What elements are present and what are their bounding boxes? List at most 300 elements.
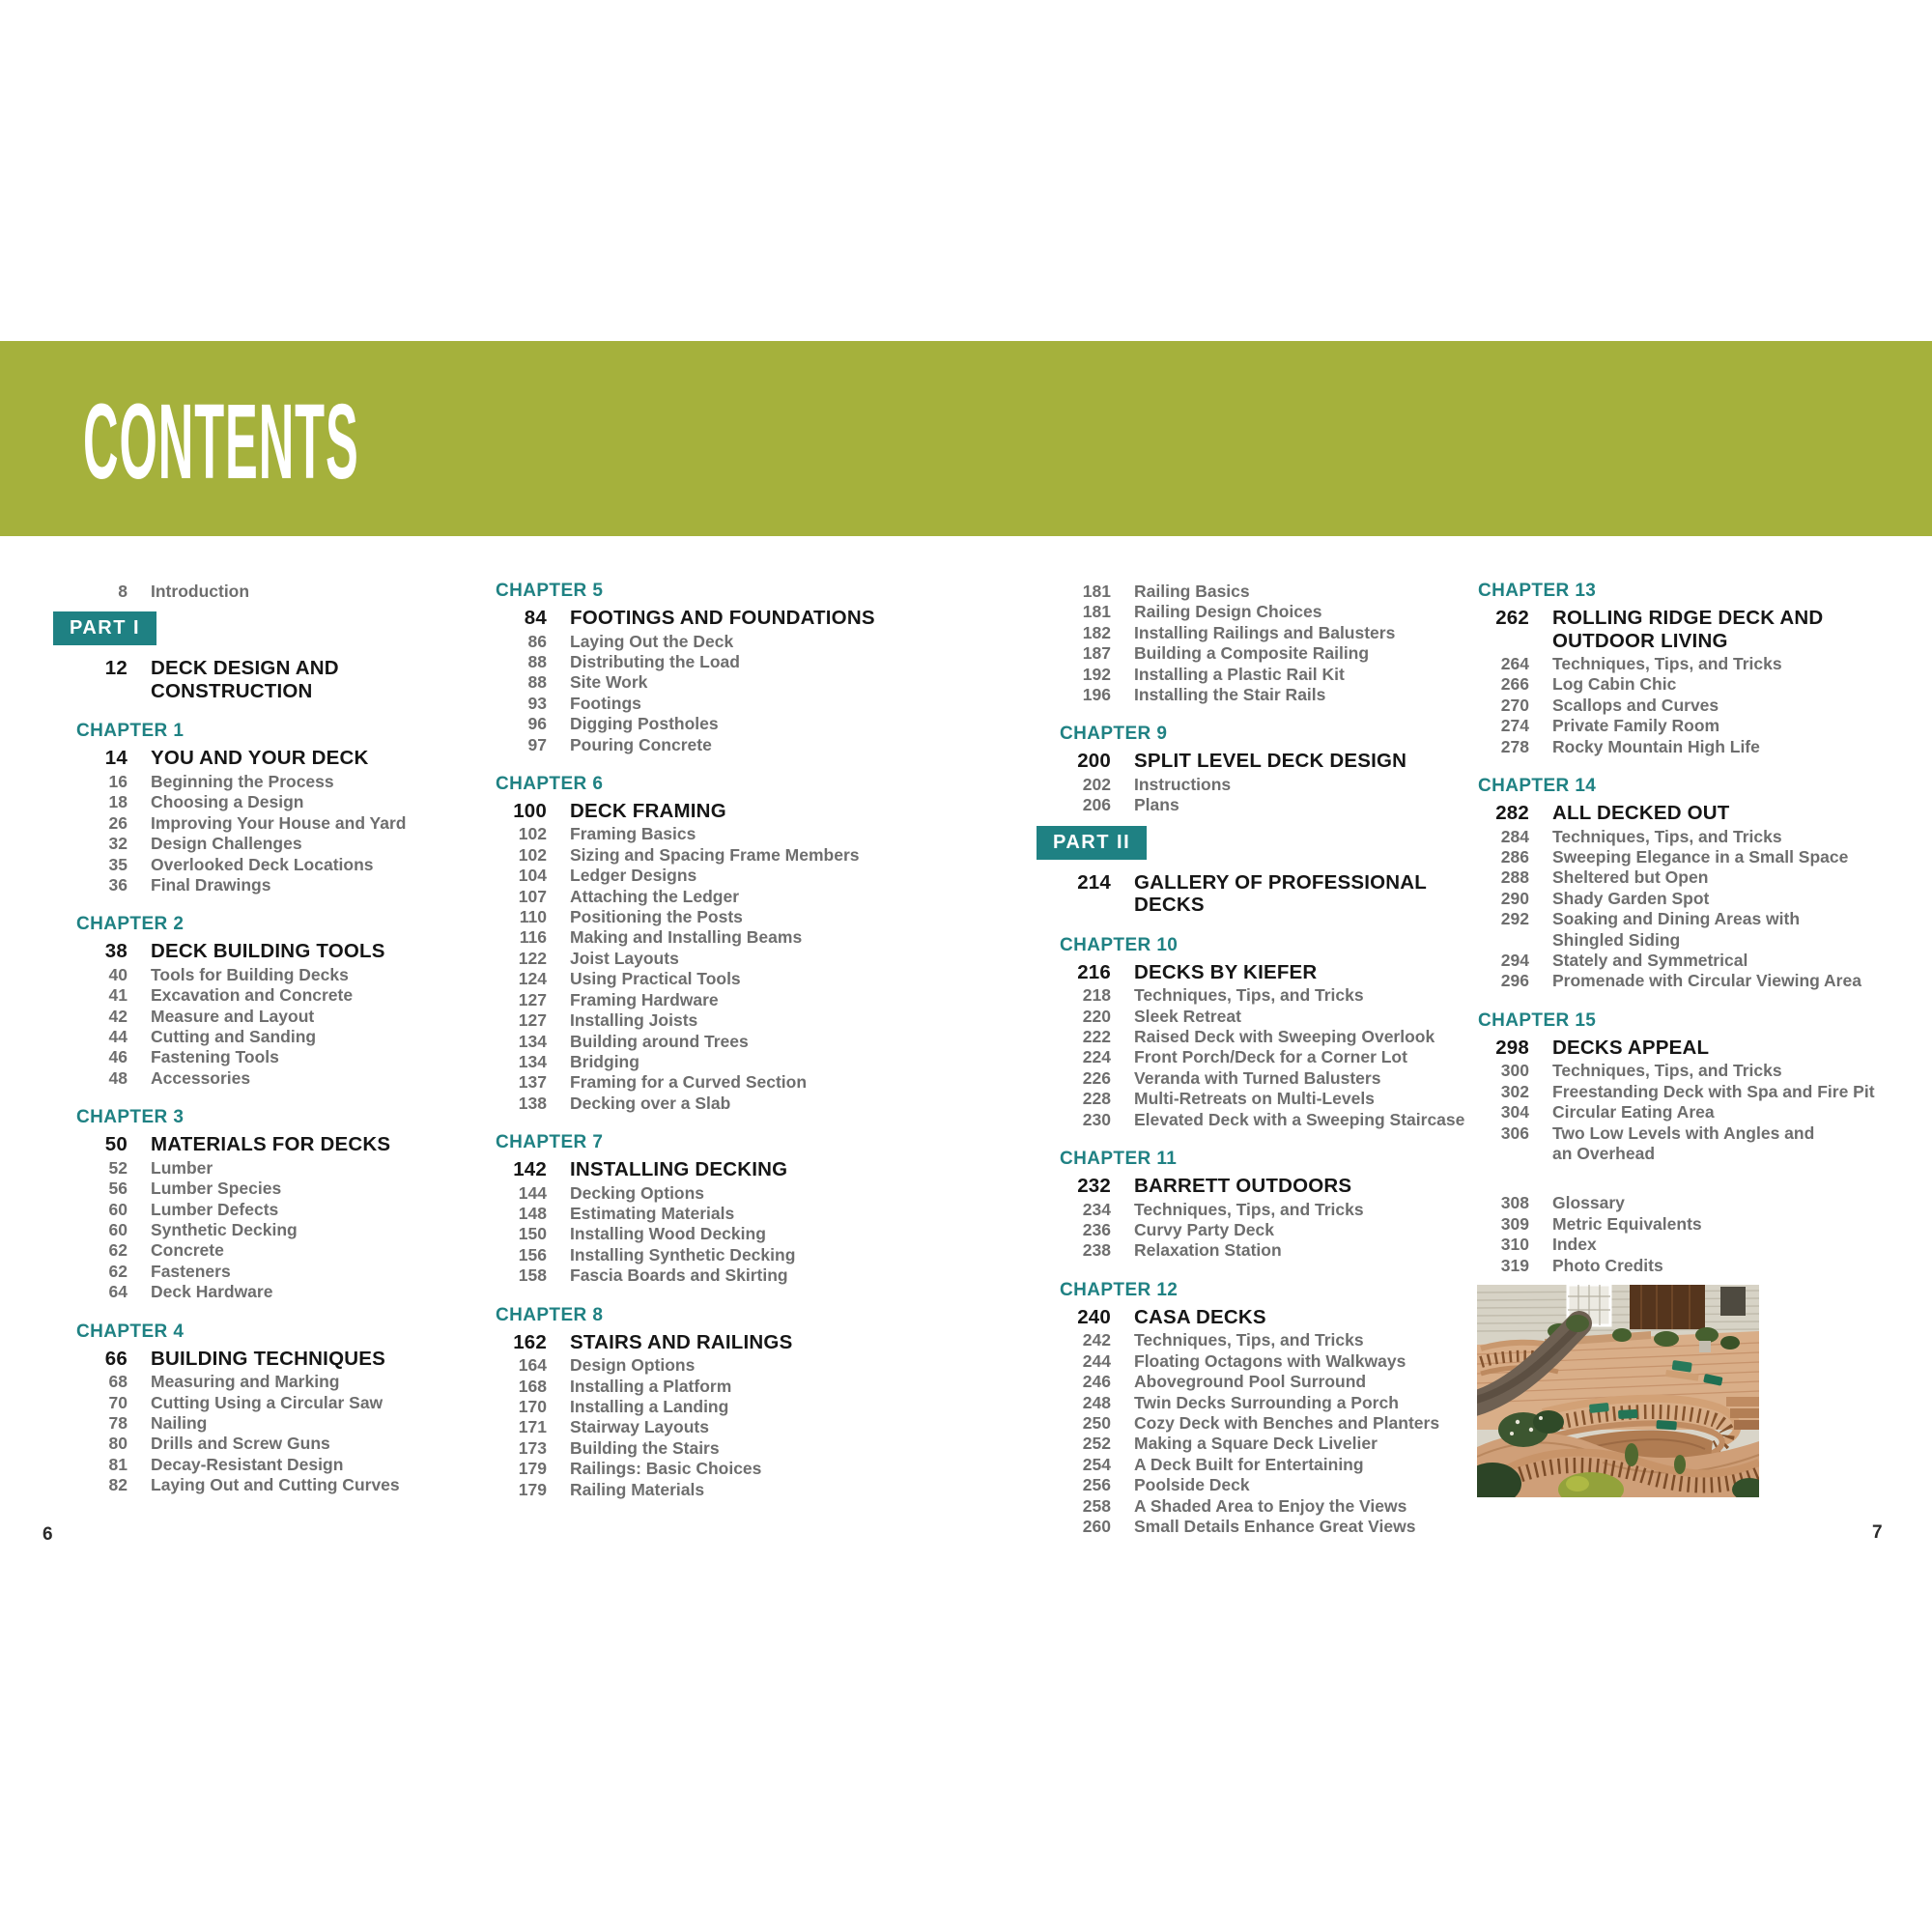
page-number: 264 (1500, 654, 1529, 673)
toc-entry-row (1060, 1089, 1485, 1109)
entry-text: Final Drawings (151, 874, 271, 895)
toc-entry-row (496, 969, 921, 989)
toc-entry-row (496, 652, 921, 672)
toc-entry-row (496, 1204, 921, 1224)
entry-text: Railing Design Choices (1134, 602, 1322, 622)
page-number: 319 (1500, 1255, 1529, 1275)
page-number: 230 (1082, 1109, 1111, 1129)
page-number: 134 (518, 1051, 547, 1071)
toc-entry-row (1060, 665, 1485, 685)
entry-text: DECK BUILDING TOOLS (151, 940, 385, 963)
toc-column-2 (496, 578, 921, 1500)
page-number: 88 (527, 651, 547, 671)
entry-text: Building a Composite Railing (1134, 643, 1370, 664)
page-number: 40 (108, 964, 128, 984)
page-number: 202 (1082, 774, 1111, 794)
toc-entry-row (76, 792, 501, 812)
entry-text: Cutting Using a Circular Saw (151, 1392, 384, 1412)
toc-entry-row (496, 714, 921, 734)
page-number: 282 (1495, 802, 1529, 825)
entry-text: Index (1552, 1235, 1597, 1255)
chapter-title-row (76, 747, 501, 770)
toc-entry-row (1060, 1393, 1485, 1413)
page-number: 278 (1500, 736, 1529, 756)
entry-text: Raised Deck with Sweeping Overlook (1134, 1027, 1435, 1047)
chapter-title-row (496, 800, 921, 823)
chapter-title-row (496, 1158, 921, 1181)
entry-text: FOOTINGS AND FOUNDATIONS (570, 607, 875, 629)
toc-entry-row (1478, 1082, 1903, 1102)
page-number: 84 (524, 607, 547, 629)
entry-text: Footings (570, 693, 641, 713)
page-number: 158 (518, 1265, 547, 1286)
entry-text: Laying Out and Cutting Curves (151, 1475, 400, 1495)
toc-entry-row (1060, 1240, 1485, 1261)
toc-entry-row (496, 1265, 921, 1286)
page-number: 181 (1082, 582, 1111, 601)
chapter-heading: CHAPTER 8 (496, 1304, 604, 1325)
entry-text: Veranda with Turned Balusters (1134, 1067, 1381, 1088)
toc-column-1 (70, 578, 501, 1496)
chapter-heading: CHAPTER 9 (1060, 724, 1168, 745)
page-number: 206 (1082, 795, 1111, 815)
entry-text: ROLLING RIDGE DECK AND OUTDOOR LIVING (1552, 607, 1824, 652)
entry-text: Making a Square Deck Livelier (1134, 1434, 1378, 1454)
entry-text: Drills and Screw Guns (151, 1434, 330, 1454)
entry-text: Small Details Enhance Great Views (1134, 1516, 1416, 1536)
page-number: 240 (1077, 1305, 1111, 1328)
page-number: 64 (108, 1282, 128, 1302)
title-banner (0, 341, 1932, 536)
entry-text: Installing Railings and Balusters (1134, 622, 1396, 642)
page-number: 248 (1082, 1392, 1111, 1412)
toc-entry-row (76, 875, 501, 895)
toc-entry-row (1060, 1068, 1485, 1089)
part-label: PART I (53, 611, 156, 645)
toc-entry-row (76, 1262, 501, 1282)
toc-entry-row (496, 735, 921, 755)
entry-text: Nailing (151, 1412, 208, 1433)
toc-entry-row (1060, 1496, 1485, 1517)
toc-entry-row (76, 855, 501, 875)
toc-entry-row (496, 1072, 921, 1093)
page-number: 16 (108, 771, 128, 791)
page-number: 110 (519, 907, 547, 927)
entry-text: YOU AND YOUR DECK (151, 747, 369, 770)
entry-text: Installing Synthetic Decking (570, 1244, 796, 1264)
entry-text: Techniques, Tips, and Tricks (1134, 1199, 1364, 1219)
right-page-number: 7 (1872, 1522, 1883, 1543)
toc-entry-row (496, 1010, 921, 1031)
page-number: 220 (1082, 1006, 1111, 1026)
entry-text: DECK FRAMING (570, 799, 726, 822)
entry-text: Installing a Platform (570, 1376, 732, 1396)
page-number: 238 (1082, 1240, 1111, 1261)
page-number: 78 (108, 1412, 128, 1433)
entry-text: Shady Garden Spot (1552, 888, 1710, 908)
entry-text: STAIRS AND RAILINGS (570, 1330, 793, 1353)
entry-text: Pouring Concrete (570, 734, 712, 754)
entry-text: Plans (1134, 795, 1179, 815)
page-number: 187 (1082, 643, 1111, 664)
chapter-heading: CHAPTER 2 (76, 914, 185, 935)
page-number: 104 (518, 866, 547, 886)
entry-text: Building the Stairs (570, 1437, 720, 1458)
entry-text: Laying Out the Deck (570, 631, 734, 651)
chapter-title-row (496, 607, 921, 630)
page-number: 50 (104, 1133, 128, 1156)
toc-entry-row (1060, 1351, 1485, 1372)
entry-text: Sheltered but Open (1552, 867, 1709, 888)
chapter-title-row (1478, 607, 1903, 652)
page-number: 252 (1082, 1434, 1111, 1454)
entry-text: Measuring and Marking (151, 1372, 340, 1392)
page-number: 242 (1082, 1330, 1111, 1350)
entry-text: Front Porch/Deck for a Corner Lot (1134, 1047, 1407, 1067)
chapter-heading: CHAPTER 10 (1060, 934, 1179, 955)
toc-entry-row (496, 1417, 921, 1437)
page-number: 274 (1500, 716, 1529, 736)
page-number: 102 (518, 844, 547, 865)
chapter-heading: CHAPTER 15 (1478, 1009, 1597, 1031)
page-number: 116 (519, 927, 547, 948)
toc-entry-row (76, 1413, 501, 1434)
entry-text: Improving Your House and Yard (151, 812, 407, 833)
page-number: 138 (518, 1093, 547, 1113)
page-number: 236 (1082, 1220, 1111, 1239)
page-number: 56 (108, 1179, 128, 1199)
page-number: 96 (527, 714, 547, 734)
toc-entry-row (1478, 654, 1903, 674)
page-number: 244 (1082, 1350, 1111, 1371)
page-number: 41 (108, 985, 128, 1006)
toc-entry-row (1060, 1007, 1485, 1027)
page-title: CONTENTS (83, 383, 359, 501)
toc-entry-row (496, 1377, 921, 1397)
entry-text: Techniques, Tips, and Tricks (1134, 985, 1364, 1006)
entry-text: Fascia Boards and Skirting (570, 1265, 788, 1286)
page-number: 216 (1077, 960, 1111, 983)
entry-text: Railing Materials (570, 1479, 705, 1499)
entry-text: CASA DECKS (1134, 1305, 1266, 1328)
page-number: 46 (108, 1047, 128, 1067)
entry-text: Techniques, Tips, and Tricks (1134, 1330, 1364, 1350)
toc-entry-row (496, 1438, 921, 1459)
entry-text: Techniques, Tips, and Tricks (1552, 1061, 1782, 1081)
chapter-heading: CHAPTER 12 (1060, 1279, 1179, 1300)
page-number: 156 (518, 1244, 547, 1264)
entry-text: Installing a Landing (570, 1396, 729, 1416)
entry-text: Distributing the Load (570, 651, 740, 671)
toc-entry-row (496, 824, 921, 844)
toc-entry-row (496, 1094, 921, 1114)
toc-entry-row (76, 772, 501, 792)
entry-text: Sleek Retreat (1134, 1006, 1241, 1026)
entry-text: Soaking and Dining Areas with Shingled Siding (1552, 909, 1801, 950)
entry-text: Promenade with Circular Viewing Area (1552, 971, 1861, 991)
chapter-title-row (1478, 1037, 1903, 1060)
entry-text: DECK DESIGN AND CONSTRUCTION (151, 657, 339, 702)
entry-text: Cutting and Sanding (151, 1027, 317, 1047)
entry-text: Sizing and Spacing Frame Members (570, 844, 860, 865)
entry-text: Positioning the Posts (570, 907, 743, 927)
toc-entry-row (496, 1052, 921, 1072)
chapter-heading: CHAPTER 11 (1060, 1149, 1178, 1170)
entry-text: Accessories (151, 1067, 251, 1088)
page-number: 298 (1495, 1036, 1529, 1059)
entry-text: Framing for a Curved Section (570, 1072, 808, 1093)
toc-entry-row (76, 985, 501, 1006)
toc-entry-row (1060, 685, 1485, 705)
entry-text: Design Options (570, 1355, 696, 1376)
chapter-title-row (1478, 802, 1903, 825)
page-number: 304 (1500, 1102, 1529, 1122)
entry-text: Railing Basics (1134, 582, 1250, 601)
entry-text: Private Family Room (1552, 716, 1720, 736)
page-number: 12 (104, 657, 128, 680)
toc-entry-row (496, 845, 921, 866)
chapter-title-row (76, 1133, 501, 1156)
entry-text: Decking Options (570, 1182, 705, 1203)
toc-entry-row (1060, 1455, 1485, 1475)
page-number: 144 (518, 1182, 547, 1203)
toc-entry-row (496, 632, 921, 652)
toc-entry-row (1478, 1214, 1903, 1235)
toc-entry-row (496, 927, 921, 948)
toc-entry-row (1060, 643, 1485, 664)
entry-text: Digging Postholes (570, 714, 719, 734)
entry-text: Tools for Building Decks (151, 964, 349, 984)
toc-entry-row (1060, 775, 1485, 795)
entry-text: Using Practical Tools (570, 969, 741, 989)
entry-text: Floating Octagons with Walkways (1134, 1350, 1406, 1371)
page-number: 192 (1082, 664, 1111, 684)
page-number: 179 (518, 1459, 547, 1479)
page-number: 62 (108, 1261, 128, 1281)
toc-entry-row (1478, 1256, 1903, 1276)
toc-entry-row (1060, 1517, 1485, 1537)
page-number: 164 (518, 1355, 547, 1376)
toc-entry-row (1060, 602, 1485, 622)
toc-entry-row (496, 1032, 921, 1052)
toc-entry-row (1060, 1027, 1485, 1047)
entry-text: BUILDING TECHNIQUES (151, 1347, 385, 1370)
page-number: 81 (108, 1454, 128, 1474)
toc-entry-row (76, 1047, 501, 1067)
entry-text: Ledger Designs (570, 866, 697, 886)
page-number: 250 (1082, 1412, 1111, 1433)
entry-text: MATERIALS FOR DECKS (151, 1133, 391, 1156)
page-number: 122 (518, 948, 547, 968)
page-number: 286 (1500, 846, 1529, 867)
toc-entry-row (76, 1475, 501, 1495)
entry-text: Aboveground Pool Surround (1134, 1372, 1367, 1392)
toc-entry-row (496, 907, 921, 927)
page-number: 82 (108, 1475, 128, 1495)
entry-text: Freestanding Deck with Spa and Fire Pit (1552, 1081, 1875, 1101)
entry-text: Excavation and Concrete (151, 985, 354, 1006)
toc-entry-row (1060, 582, 1485, 602)
entry-text: DECKS APPEAL (1552, 1036, 1710, 1059)
toc-entry-row (76, 582, 501, 602)
toc-entry-row (76, 1200, 501, 1220)
page-number: 107 (518, 886, 547, 906)
chapter-heading: CHAPTER 3 (76, 1107, 185, 1128)
entry-text: BARRETT OUTDOORS (1134, 1175, 1352, 1198)
page-number: 44 (108, 1027, 128, 1047)
chapter-title-row (76, 940, 501, 963)
page-number: 294 (1500, 950, 1529, 970)
page-number: 266 (1500, 674, 1529, 695)
page-number: 310 (1500, 1235, 1529, 1255)
entry-text: SPLIT LEVEL DECK DESIGN (1134, 750, 1407, 773)
entry-text: Log Cabin Chic (1552, 674, 1677, 695)
entry-text: Installing the Stair Rails (1134, 685, 1326, 705)
page-number: 52 (108, 1157, 128, 1178)
entry-text: Concrete (151, 1240, 224, 1261)
entry-text: Bridging (570, 1051, 639, 1071)
entry-text: A Deck Built for Entertaining (1134, 1454, 1364, 1474)
toc-entry-row (1478, 1123, 1903, 1165)
chapter-heading: CHAPTER 6 (496, 773, 604, 794)
toc-entry-row (496, 694, 921, 714)
entry-text: Railings: Basic Choices (570, 1459, 762, 1479)
page-number: 256 (1082, 1475, 1111, 1495)
entry-text: A Shaded Area to Enjoy the Views (1134, 1495, 1407, 1516)
toc-entry-row (1060, 985, 1485, 1006)
page-number: 66 (104, 1347, 128, 1370)
toc-entry-row (496, 887, 921, 907)
page-number: 142 (513, 1158, 547, 1181)
entry-text: Fasteners (151, 1261, 231, 1281)
toc-entry-row (496, 990, 921, 1010)
toc-entry-row (76, 1434, 501, 1454)
page-number: 162 (513, 1330, 547, 1353)
entry-text: Fastening Tools (151, 1047, 279, 1067)
page-number: 124 (518, 969, 547, 989)
chapter-title-row (496, 1331, 921, 1354)
entry-text: Techniques, Tips, and Tricks (1552, 654, 1782, 673)
entry-text: Scallops and Curves (1552, 695, 1719, 715)
page-number: 226 (1082, 1067, 1111, 1088)
page-number: 309 (1500, 1213, 1529, 1234)
entry-text: Two Low Levels with Angles and an Overhead (1552, 1122, 1815, 1163)
toc-entry-row (76, 1068, 501, 1089)
toc-entry-row (76, 1027, 501, 1047)
entry-text: Framing Basics (570, 824, 696, 844)
page-number: 26 (108, 812, 128, 833)
toc-entry-row (1060, 1475, 1485, 1495)
entry-text: Site Work (570, 672, 648, 693)
chapter-heading: CHAPTER 13 (1478, 581, 1597, 601)
toc-column-4 (1478, 578, 1903, 1276)
entry-text: GALLERY OF PROFESSIONAL DECKS (1134, 870, 1427, 917)
chapter-title-row (1060, 871, 1485, 917)
toc-entry-row (1060, 623, 1485, 643)
entry-text: Measure and Layout (151, 1006, 315, 1026)
page-number: 182 (1082, 622, 1111, 642)
page-number: 170 (518, 1396, 547, 1416)
toc-entry-row (1060, 1220, 1485, 1240)
page-number: 288 (1500, 867, 1529, 888)
page-number: 62 (108, 1240, 128, 1261)
toc-entry-row (1060, 1200, 1485, 1220)
page-number: 38 (104, 940, 128, 963)
toc-entry-row (1478, 889, 1903, 909)
toc-entry-row (1060, 1110, 1485, 1130)
page-number: 134 (518, 1031, 547, 1051)
page-number: 290 (1500, 888, 1529, 908)
entry-text: Instructions (1134, 774, 1232, 794)
page-number: 262 (1495, 607, 1529, 629)
entry-text: Installing Joists (570, 1010, 698, 1031)
page-number: 127 (518, 1010, 547, 1031)
page-number: 88 (527, 672, 547, 693)
entry-text: Rocky Mountain High Life (1552, 736, 1760, 756)
entry-text: Synthetic Decking (151, 1220, 298, 1239)
page-number: 93 (527, 693, 547, 713)
toc-entry-row (76, 1158, 501, 1179)
entry-text: Making and Installing Beams (570, 927, 803, 948)
page-number: 270 (1500, 695, 1529, 715)
page-number: 254 (1082, 1454, 1111, 1474)
chapter-heading: CHAPTER 5 (496, 581, 604, 601)
entry-text: Introduction (151, 582, 250, 601)
toc-entry-row (1060, 1330, 1485, 1350)
toc-entry-row (76, 813, 501, 834)
chapter-heading: CHAPTER 14 (1478, 776, 1597, 797)
toc-entry-row (1478, 951, 1903, 971)
toc-entry-row (496, 1480, 921, 1500)
toc-entry-row (496, 1459, 921, 1479)
page-number: 60 (108, 1199, 128, 1219)
page-number: 224 (1082, 1047, 1111, 1067)
page-number: 228 (1082, 1089, 1111, 1109)
toc-entry-row (496, 949, 921, 969)
page-number: 308 (1500, 1193, 1529, 1213)
part-label: PART II (1037, 826, 1147, 860)
entry-text: Installing a Plastic Rail Kit (1134, 664, 1345, 684)
entry-text: Techniques, Tips, and Tricks (1552, 826, 1782, 846)
chapter-heading: CHAPTER 1 (76, 721, 185, 742)
toc-entry-row (1060, 795, 1485, 815)
entry-text: Estimating Materials (570, 1204, 735, 1224)
page-number: 80 (108, 1434, 128, 1454)
page-number: 258 (1082, 1495, 1111, 1516)
page-number: 102 (518, 824, 547, 844)
page-number: 100 (513, 799, 547, 822)
toc-entry-row (496, 1355, 921, 1376)
toc-entry-row (76, 965, 501, 985)
page-number: 246 (1082, 1372, 1111, 1392)
entry-text: Joist Layouts (570, 948, 679, 968)
toc-entry-row (76, 834, 501, 854)
toc-entry-row (1478, 1102, 1903, 1122)
page-number: 60 (108, 1220, 128, 1239)
toc-entry-row (76, 1179, 501, 1199)
page-number: 36 (108, 874, 128, 895)
toc-entry-row (1060, 1372, 1485, 1392)
page-number: 35 (108, 854, 128, 874)
entry-text: Elevated Deck with a Sweeping Staircase (1134, 1109, 1465, 1129)
page-number: 42 (108, 1006, 128, 1026)
page-number: 284 (1500, 826, 1529, 846)
entry-text: Glossary (1552, 1193, 1625, 1213)
page-number: 32 (108, 834, 128, 854)
entry-text: Beginning the Process (151, 771, 334, 791)
page-number: 292 (1500, 909, 1529, 929)
toc-entry-row (76, 1372, 501, 1392)
